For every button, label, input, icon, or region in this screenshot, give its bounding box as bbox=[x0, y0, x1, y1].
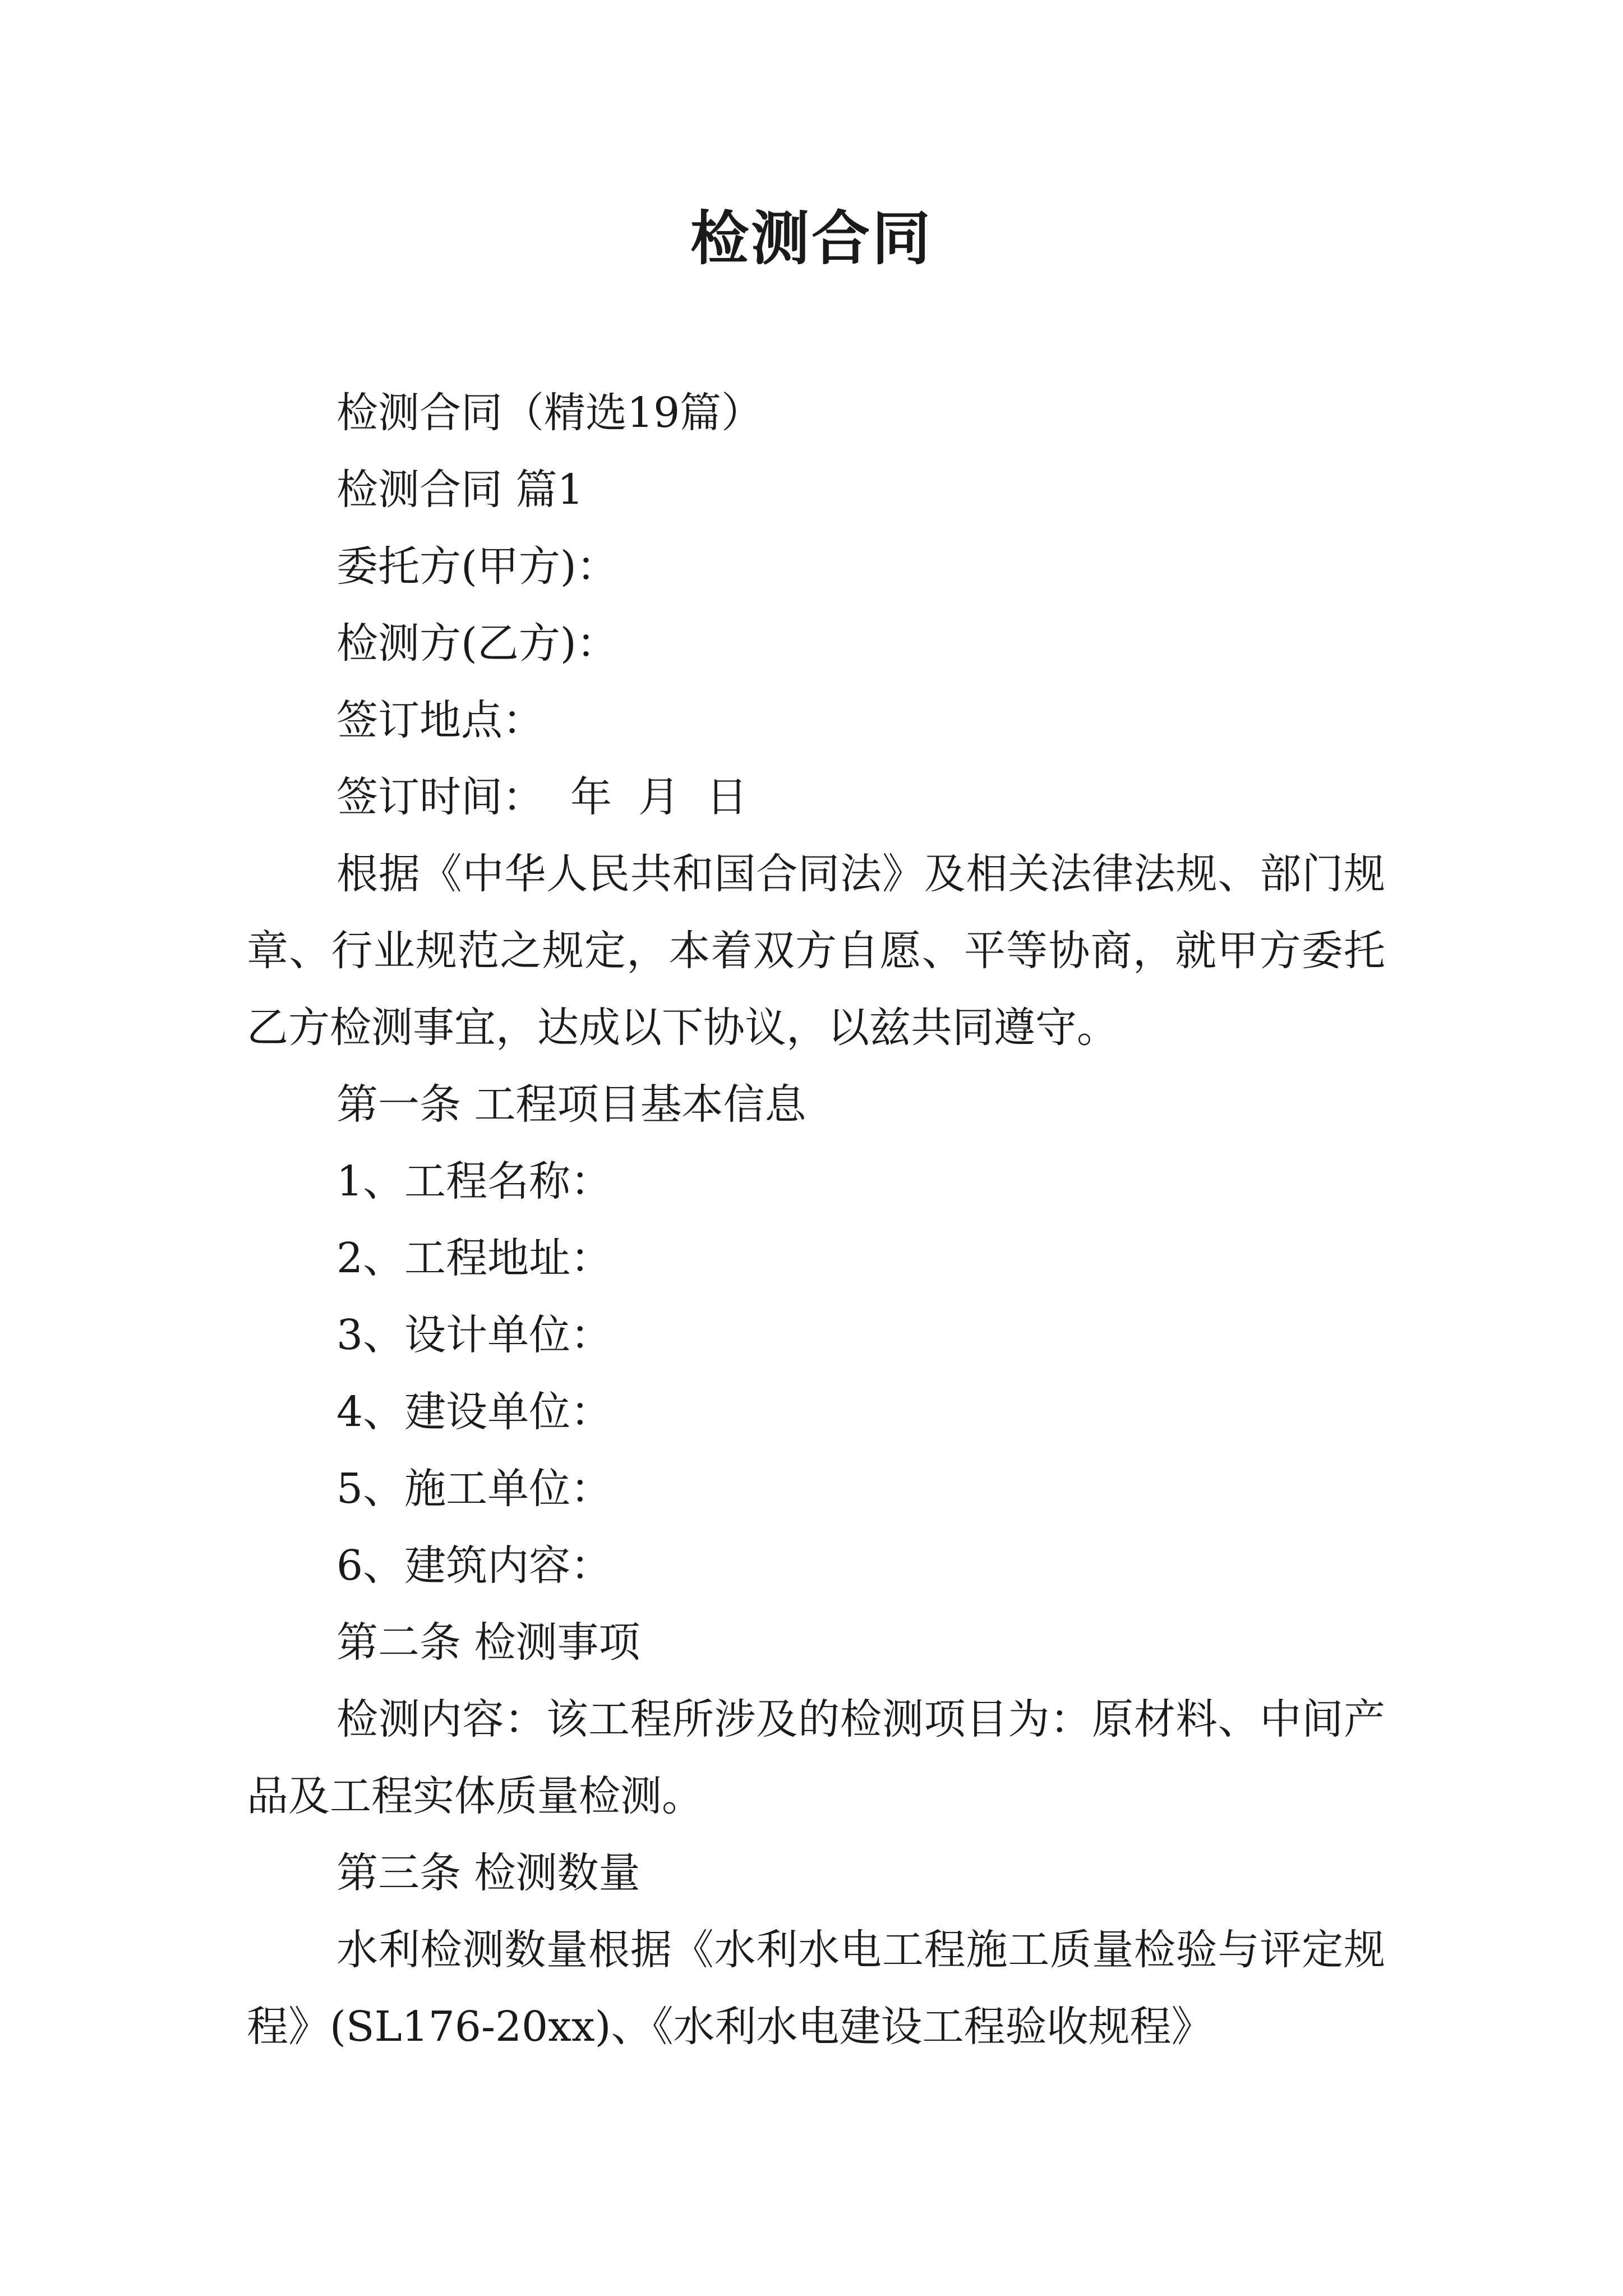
list-item: 4、建设单位： bbox=[336, 1388, 612, 1436]
client-party-line: 委托方(甲方)： bbox=[336, 542, 618, 591]
list-item: 3、设计单位： bbox=[336, 1311, 612, 1359]
document-body bbox=[247, 375, 1385, 2065]
document-title: 检测合同 bbox=[690, 204, 933, 273]
signing-place-line: 签订地点： bbox=[336, 696, 544, 744]
tester-party-line: 检测方(乙方)： bbox=[336, 619, 618, 668]
preamble-paragraph: 根据《中华人民共和国合同法》及相关法律法规、部门规章、行业规范之规定，本着双方自愿、平等协商，就甲方委托乙方检测事宜，达成以下协议，以兹共同遵守。 bbox=[247, 850, 1385, 1052]
article-heading: 第一条 工程项目基本信息 bbox=[336, 1080, 806, 1129]
body-paragraph: 检测内容：该工程所涉及的检测项目为：原材料、中间产品及工程实体质量检测。 bbox=[247, 1695, 1385, 1820]
article-heading: 第三条 检测数量 bbox=[336, 1849, 640, 1897]
signing-date-line: 签订时间： 年 月 日 bbox=[336, 773, 748, 821]
document-subtitle: 检测合同（精选19篇） bbox=[336, 389, 763, 437]
list-item: 5、施工单位： bbox=[336, 1465, 612, 1513]
article-heading: 第二条 检测事项 bbox=[336, 1618, 640, 1667]
list-item: 1、工程名称： bbox=[336, 1157, 612, 1205]
body-paragraph: 水利检测数量根据《水利水电工程施工质量检验与评定规程》(SL176-20xx)、《水利水电建设工程验收规程》 bbox=[247, 1926, 1385, 2051]
list-item: 2、工程地址： bbox=[336, 1234, 612, 1282]
list-item: 6、建筑内容： bbox=[336, 1542, 612, 1590]
section-heading: 检测合同 篇1 bbox=[336, 466, 584, 514]
